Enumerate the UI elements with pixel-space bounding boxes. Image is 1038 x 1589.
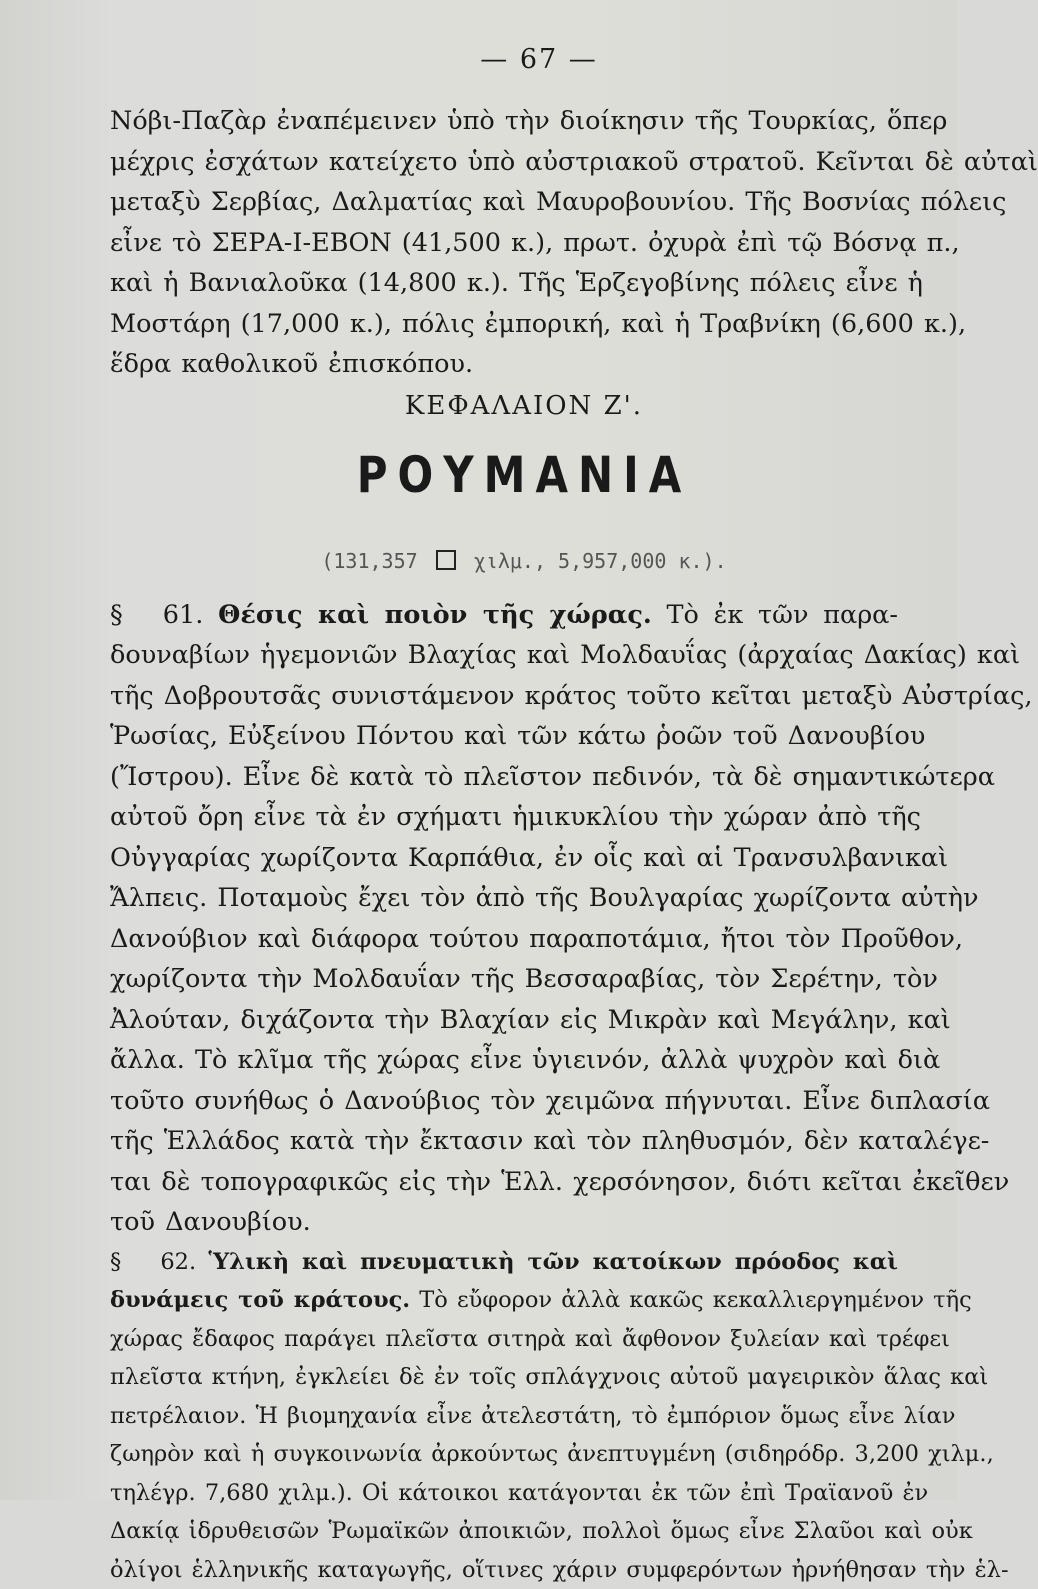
section-61 xyxy=(110,595,898,1243)
area-value: (131,357 xyxy=(321,549,417,573)
text-line: μέχρις ἐσχάτων κατείχετο ὑπὸ αὐστριακοῦ στρατοῦ. Κεῖνται δὲ αὐταὶ xyxy=(110,142,898,183)
section-62-number: 62. xyxy=(160,1249,196,1275)
text-line: τοῦ Δανουβίου. xyxy=(110,1202,898,1243)
section-61-number: 61. xyxy=(163,600,204,630)
section-61-first-line-text: Τὸ ἐκ τῶν παρα- xyxy=(667,600,899,630)
text-line: ται δὲ τοπογραφικῶς εἰς τὴν Ἑλλ. χερσόνησον, διότι κεῖται ἐκεῖθεν xyxy=(110,1162,898,1203)
section-62 xyxy=(110,1243,898,1589)
text-line: Ἄλπεις. Ποταμοὺς ἔχει τὸν ἀπὸ τῆς Βουλγαρίας χωρίζοντα αὐτὴν xyxy=(110,878,898,919)
text-line: Ἀλούταν, διχάζοντα τὴν Βλαχίαν εἰς Μικρὰν καὶ Μεγάλην, καὶ xyxy=(110,1000,898,1041)
section-61-heading: Θέσις καὶ ποιὸν τῆς χώρας. xyxy=(218,600,652,630)
text-line: πλεῖστα κτήνη, ἐγκλείει δὲ ἐν τοῖς σπλάγχνοις αὐτοῦ μαγειρικὸν ἅλας καὶ xyxy=(110,1358,898,1397)
square-icon xyxy=(436,550,456,570)
text-line: Νόβι-Παζὰρ ἐναπέμεινεν ὑπὸ τὴν διοίκησιν τῆς Τουρκίας, ὅπερ xyxy=(110,101,898,142)
section-62-first-line xyxy=(110,1243,898,1282)
text-line: ζωηρὸν καὶ ἡ συγκοινωνία ἀρκούντως ἀνεπτυγμένη (σιδηρόδρ. 3,200 χιλμ., xyxy=(110,1435,898,1474)
area-info xyxy=(150,541,898,581)
text-line: τῆς Δοβρουτσᾶς συνιστάμενον κράτος τοῦτο κεῖται μεταξὺ Αὐστρίας, xyxy=(110,676,898,717)
text-line: ἕδρα καθολικοῦ ἐπισκόπου. xyxy=(110,344,898,385)
text-line: Δανούβιον καὶ διάφορα τούτου παραποτάμια, ἤτοι τὸν Προῦθον, xyxy=(110,919,898,960)
text-line: καὶ ἡ Βανιαλοῦκα (14,800 κ.). Τῆς Ἑρζεγοβίνης πόλεις εἶνε ἡ xyxy=(110,263,898,304)
text-line: (Ἴστρου). Εἶνε δὲ κατὰ τὸ πλεῖστον πεδινόν, τὰ δὲ σημαντικώτερα xyxy=(110,757,898,798)
area-unit-population: χιλμ., 5,957,000 κ.). xyxy=(474,549,727,573)
text-line: τηλέγρ. 7,680 χιλμ.). Οἱ κάτοικοι κατάγονται ἐκ τῶν ἐπὶ Τραϊανοῦ ἐν xyxy=(110,1474,898,1513)
text-line: Οὐγγαρίας χωρίζοντα Καρπάθια, ἐν οἷς καὶ αἱ Τρανσυλβανικαὶ xyxy=(110,838,898,879)
section-sign-icon: § xyxy=(110,595,148,636)
section-61-first-line xyxy=(110,595,898,636)
section-62-heading: Ὑλικὴ καὶ πνευματικὴ τῶν κατοίκων πρόοδος καὶ xyxy=(208,1249,898,1275)
chapter-heading: ΚΕΦΑΛΑΙΟΝ Ζ'. xyxy=(150,391,898,431)
text-line: χώρας ἔδαφος παράγει πλεῖστα σιτηρὰ καὶ ἄφθονον ξυλείαν καὶ τρέφει xyxy=(110,1320,898,1359)
text-line: εἶνε τὸ ΣΕΡΑ-Ι-ΕΒΟΝ (41,500 κ.), πρωτ. ὀχυρὰ ἐπὶ τῷ Βόσνᾳ π., xyxy=(110,223,898,264)
country-title: ΡΟΥΜΑΝΙΑ xyxy=(150,445,898,511)
section-62-second-line-text: Τὸ εὔφορον ἀλλὰ κακῶς κεκαλλιεργημένον τῆς xyxy=(419,1287,971,1313)
text-line: Μοστάρη (17,000 κ.), πόλις ἐμπορική, καὶ ἡ Τραβνίκη (6,600 κ.), xyxy=(110,304,898,345)
section-62-second-line xyxy=(110,1281,898,1320)
text-line: ἄλλα. Τὸ κλῖμα τῆς χώρας εἶνε ὑγιεινόν, ἀλλὰ ψυχρὸν καὶ διὰ xyxy=(110,1040,898,1081)
opening-paragraph xyxy=(110,101,898,385)
text-line: ὀλίγοι ἑλληνικῆς καταγωγῆς, οἵτινες χάριν συμφερόντων ἠρνήθησαν τὴν ἑλ- xyxy=(110,1551,898,1589)
text-line: μεταξὺ Σερβίας, Δαλματίας καὶ Μαυροβουνίου. Τῆς Βοσνίας πόλεις xyxy=(110,182,898,223)
text-line: τῆς Ἑλλάδος κατὰ τὴν ἔκτασιν καὶ τὸν πληθυσμόν, δὲν καταλέγε- xyxy=(110,1121,898,1162)
text-line: πετρέλαιον. Ἡ βιομηχανία εἶνε ἀτελεστάτη, τὸ ἐμπόριον ὅμως εἶνε λίαν xyxy=(110,1397,898,1436)
text-line: αὐτοῦ ὄρη εἶνε τὰ ἐν σχήματι ἡμικυκλίου τὴν χώραν ἀπὸ τῆς xyxy=(110,797,898,838)
text-line: δουναβίων ἡγεμονιῶν Βλαχίας καὶ Μολδαυΐας (ἀρχαίας Δακίας) καὶ xyxy=(110,635,898,676)
page-number: — 67 — xyxy=(180,44,898,75)
section-sign-icon: § xyxy=(110,1243,148,1282)
text-line: Δακίᾳ ἱδρυθεισῶν Ῥωμαϊκῶν ἀποικιῶν, πολλοὶ ὅμως εἶνε Σλαῦοι καὶ οὐκ xyxy=(110,1512,898,1551)
text-line: χωρίζοντα τὴν Μολδαυΐαν τῆς Βεσσαραβίας, τὸν Σερέτην, τὸν xyxy=(110,959,898,1000)
section-62-heading-cont: δυνάμεις τοῦ κράτους. xyxy=(110,1287,410,1313)
text-line: Ῥωσίας, Εὐξείνου Πόντου καὶ τῶν κάτω ῥοῶν τοῦ Δανουβίου xyxy=(110,716,898,757)
text-line: τοῦτο συνήθως ὁ Δανούβιος τὸν χειμῶνα πήγνυται. Εἶνε διπλασία xyxy=(110,1081,898,1122)
